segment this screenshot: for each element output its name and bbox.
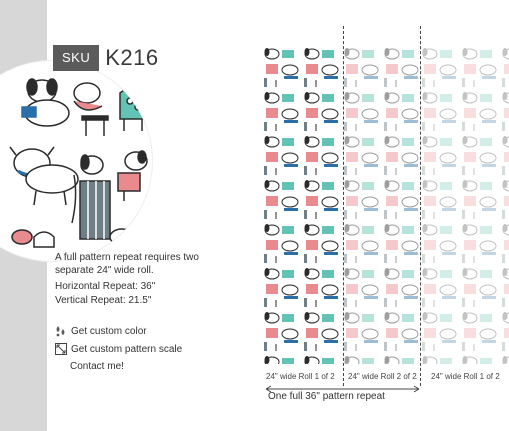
paint-drops-icon — [55, 325, 67, 337]
roll-divider — [420, 26, 421, 386]
roll-label: 24" wide Roll 1 of 2 — [431, 372, 500, 381]
custom-scale-link[interactable] — [55, 343, 182, 355]
resize-diagonal-icon — [55, 343, 67, 355]
roll-divider — [343, 26, 344, 386]
repeat-note: A full pattern repeat requires two separate 24" wide roll. — [55, 252, 199, 276]
dog-illustration — [22, 79, 69, 126]
custom-scale-label: Get custom pattern scale — [71, 343, 183, 355]
sku-tag: SKU — [53, 45, 99, 71]
sku-row — [53, 45, 159, 71]
custom-color-label: Get custom color — [71, 325, 147, 337]
sku-code: K216 — [105, 45, 159, 70]
contact-link[interactable]: Contact me! — [70, 361, 124, 372]
roll-1-preview[interactable] — [262, 44, 342, 364]
roll-label: 24" wide Roll 1 of 2 — [266, 372, 335, 381]
vertical-repeat: Vertical Repeat: 21.5" — [55, 295, 152, 306]
roll-3-preview[interactable] — [420, 44, 509, 364]
custom-color-link[interactable] — [55, 325, 147, 337]
roll-label: 24" wide Roll 2 of 2 — [348, 372, 417, 381]
pattern-repeat-label: One full 36" pattern repeat — [268, 391, 385, 402]
roll-preview-area — [262, 44, 509, 364]
pattern-swatch-preview[interactable] — [0, 61, 152, 261]
horizontal-repeat: Horizontal Repeat: 36" — [55, 281, 156, 292]
roll-2-preview[interactable] — [342, 44, 420, 364]
